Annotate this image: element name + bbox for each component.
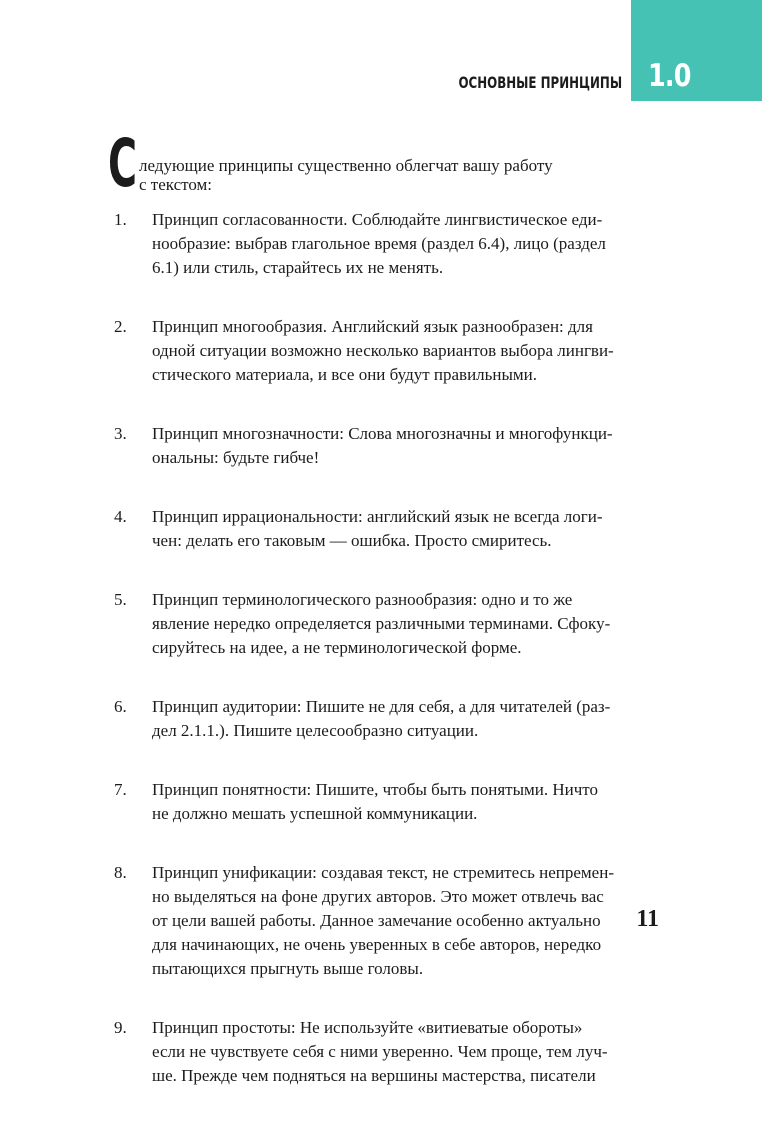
drop-cap: С	[108, 125, 138, 202]
principle-text: Принцип унификации: создавая текст, не стремитесь непремен- но выделяться на фоне других авторов. Это может отвлечь вас от цели вашей работы. Данное замечание особенно актуально для начинающих, не очень уверенных в себе авторов, нередко пытающихся прыгнуть выше головы.	[152, 863, 614, 978]
principle-number: 8.	[114, 863, 127, 882]
principle-number: 1.	[114, 210, 127, 229]
chapter-number: 1.0	[648, 58, 691, 94]
principle-number: 9.	[114, 1018, 127, 1037]
principle-text: Принцип терминологического разнообразия: одно и то же явление нередко определяется различными терминами. Сфоку- сируйтесь на идее, а не терминологической форме.	[152, 590, 611, 657]
principle-text: Принцип многозначности: Слова многозначны и многофункци- ональны: будьте гибче!	[152, 424, 613, 467]
principle-item	[114, 1016, 644, 1088]
principle-text: Принцип понятности: Пишите, чтобы быть понятыми. Ничто не должно мешать успешной коммуникации.	[152, 780, 598, 823]
principle-text: Принцип многообразия. Английский язык разнообразен: для одной ситуации возможно несколько вариантов выбора лингви- стического материала, и все они будут правильными.	[152, 317, 614, 384]
principle-item	[114, 315, 644, 387]
principle-item	[114, 505, 644, 553]
principle-text: Принцип простоты: Не используйте «витиеватые обороты» если не чувствуете себя с ними уверенно. Чем проще, тем луч- ше. Прежде чем подняться на вершины мастерства, писатели	[152, 1018, 608, 1085]
principle-item	[114, 695, 644, 743]
principle-number: 6.	[114, 697, 127, 716]
principle-item	[114, 422, 644, 470]
principle-number: 4.	[114, 507, 127, 526]
principle-item	[114, 588, 644, 660]
principle-number: 3.	[114, 424, 127, 443]
principle-text: Принцип согласованности. Соблюдайте лингвистическое еди- нообразие: выбрав глагольное время (раздел 6.4), лицо (раздел 6.1) или стиль, старайтесь их не менять.	[152, 210, 606, 277]
section-title: ОСНОВНЫЕ ПРИНЦИПЫ	[458, 73, 622, 92]
principle-item	[114, 861, 644, 981]
principle-item	[114, 778, 644, 826]
principle-number: 5.	[114, 590, 127, 609]
principles-list	[114, 208, 644, 1123]
intro-line-2: с текстом:	[139, 175, 213, 194]
intro-line-1: ледующие принципы существенно облегчат вашу работу	[139, 156, 553, 175]
principle-number: 7.	[114, 780, 127, 799]
principle-text: Принцип иррациональности: английский язык не всегда логи- чен: делать его таковым — ошибка. Просто смиритесь.	[152, 507, 603, 550]
principle-item	[114, 208, 644, 280]
page-number: 11	[636, 906, 659, 932]
principle-number: 2.	[114, 317, 127, 336]
principle-text: Принцип аудитории: Пишите не для себя, а для читателей (раз- дел 2.1.1.). Пишите целесообразно ситуации.	[152, 697, 611, 740]
